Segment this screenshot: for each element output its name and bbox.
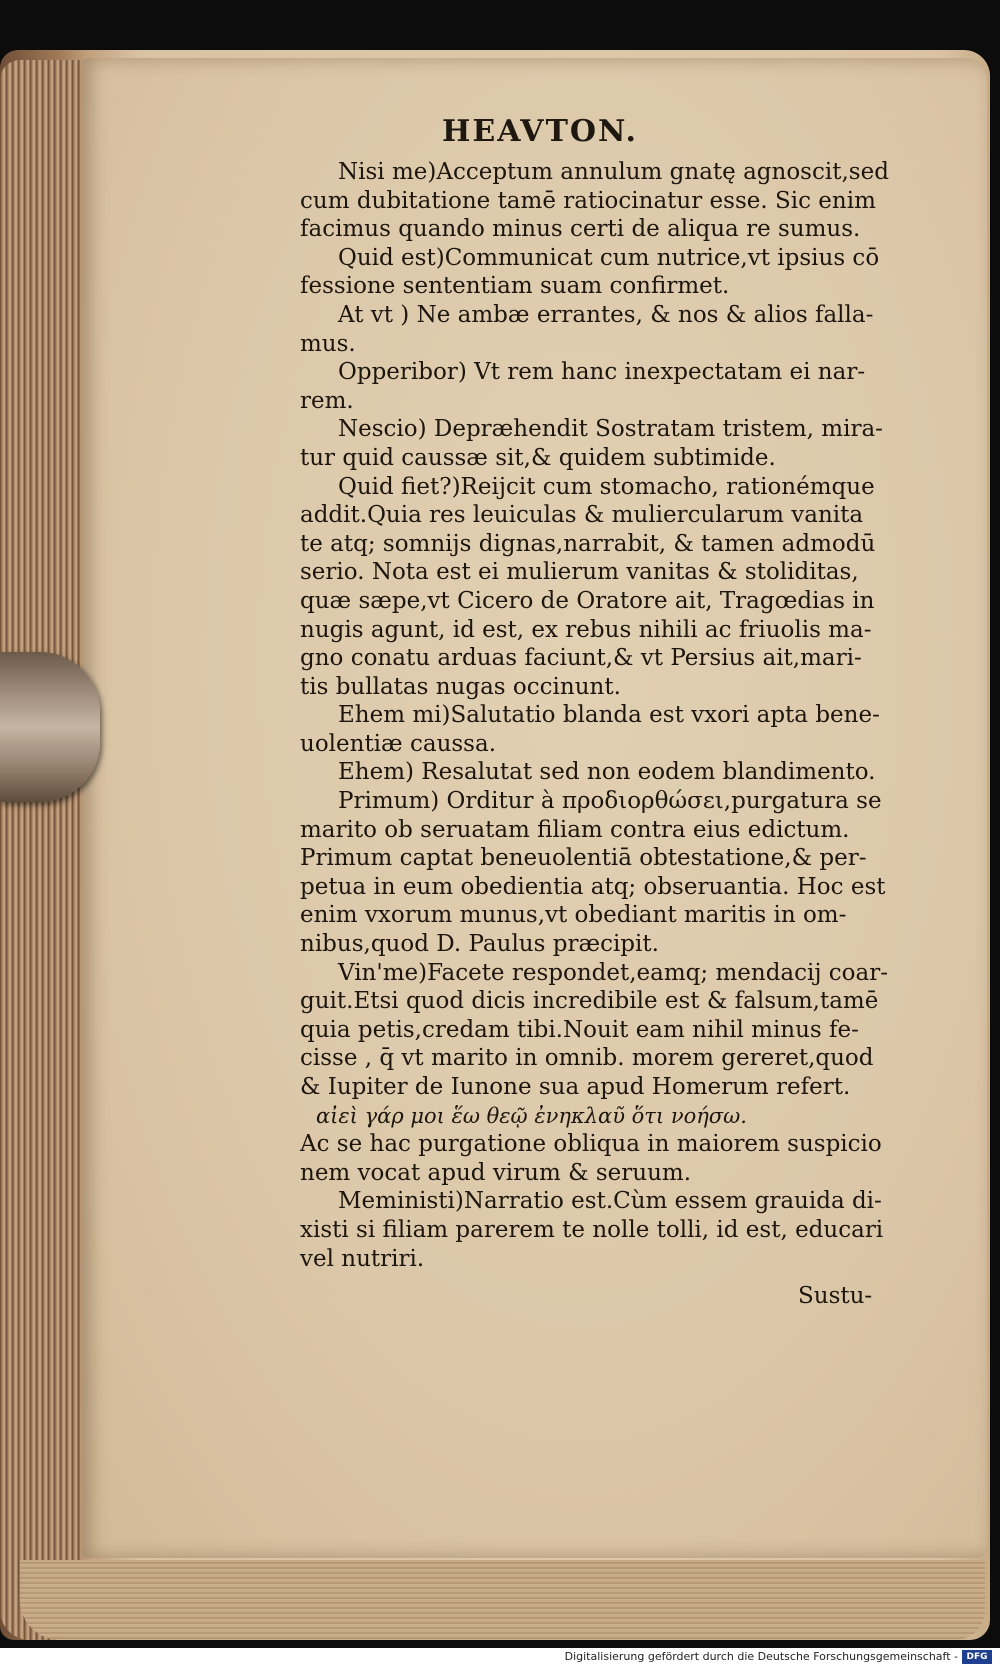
text-line: marito ob seruatam filiam contra eius edictum. xyxy=(300,816,850,843)
text-line: tur quid caussæ sit,& quidem subtimide. xyxy=(300,444,776,471)
text-line: Ac se hac purgatione obliqua in maiorem suspicio xyxy=(300,1131,882,1158)
text-line: Primum) Orditur à προδιορθώσει,purgatura se xyxy=(338,788,882,815)
text-line: Ehem) Resalutat sed non eodem blandimento. xyxy=(338,759,876,786)
text-line: nugis agunt, id est, ex rebus nihili ac friuolis ma- xyxy=(300,616,872,643)
text-line: gno conatu arduas faciunt,& vt Persius ait,mari- xyxy=(300,645,862,672)
text-line: Meministi)Narratio est.Cùm essem grauida di- xyxy=(338,1188,882,1215)
running-head: HEAVTON. xyxy=(442,114,638,149)
text-line: vel nutriri. xyxy=(300,1245,425,1272)
text-line: uolentiæ caussa. xyxy=(300,730,497,757)
text-line: quæ sæpe,vt Cicero de Oratore ait, Tragœdias in xyxy=(300,587,875,614)
text-line: Ehem mi)Salutatio blanda est vxori apta bene- xyxy=(338,702,880,729)
footer-credit: Digitalisierung gefördert durch die Deutsche Forschungsgemeinschaft - xyxy=(564,1650,958,1663)
text-line: Opperibor) Vt rem hanc inexpectatam ei nar- xyxy=(338,359,866,386)
text-line: Nescio) Depræhendit Sostratam tristem, mira- xyxy=(338,416,883,443)
page-edges-bottom xyxy=(20,1560,985,1640)
text-line: fessione sententiam suam confirmet. xyxy=(300,273,730,300)
text-line: & Iupiter de Iunone sua apud Homerum refert. xyxy=(300,1074,851,1100)
footer-bar xyxy=(0,1648,1000,1666)
text-line: facimus quando minus certi de aliqua re sumus. xyxy=(300,216,861,243)
text-line: Vin'me)Facete respondet,eamq; mendacij coar- xyxy=(338,959,889,986)
page-edges-left xyxy=(0,60,80,1640)
text-line: nibus,quod D. Paulus præcipit. xyxy=(300,931,659,958)
text-line: guit.Etsi quod dicis incredibile est & falsum,tamē xyxy=(300,988,879,1015)
text-line: At vt ) Ne ambæ errantes, & nos & alios falla- xyxy=(338,301,874,328)
text-line: mus. xyxy=(300,330,356,357)
text-line: Nisi me)Acceptum annulum gnatę agnoscit,sed xyxy=(338,159,889,185)
text-line: xisti si filiam parerem te nolle tolli, id est, educari xyxy=(300,1216,884,1243)
page-text xyxy=(300,158,900,1273)
text-line: cisse , q̄ vt marito in omnib. morem gereret,quod xyxy=(300,1045,874,1072)
text-line: tis bullatas nugas occinunt. xyxy=(300,673,621,700)
text-line: rem. xyxy=(300,387,354,414)
dfg-logo-icon: DFG xyxy=(962,1650,992,1664)
text-line: αἰεὶ γάρ μοι ἕω θεῷ ἐνηκλαῦ ὅτι νοήσω. xyxy=(316,1103,747,1128)
text-line: serio. Nota est ei mulierum vanitas & stoliditas, xyxy=(300,559,859,586)
text-line: Primum captat beneuolentiā obtestatione,& per- xyxy=(300,845,867,872)
text-line: quia petis,credam tibi.Nouit eam nihil minus fe- xyxy=(300,1016,859,1043)
text-line: te atq; somnijs dignas,narrabit, & tamen admodū xyxy=(300,530,876,557)
text-line: petua in eum obedientia atq; obseruantia. Hoc est xyxy=(300,873,886,900)
text-line: addit.Quia res leuiculas & muliercularum vanita xyxy=(300,502,864,529)
text-line: nem vocat apud virum & seruum. xyxy=(300,1159,692,1186)
text-line: Quid fiet?)Reijcit cum stomacho, rationémque xyxy=(338,473,875,500)
catchword: Sustu- xyxy=(798,1283,873,1309)
text-line: enim vxorum munus,vt obediant maritis in om- xyxy=(300,902,847,929)
text-line: cum dubitatione tamē ratiocinatur esse. Sic enim xyxy=(300,187,876,214)
text-line: Quid est)Communicat cum nutrice,vt ipsius cō xyxy=(338,244,880,271)
page-clip xyxy=(0,652,100,802)
